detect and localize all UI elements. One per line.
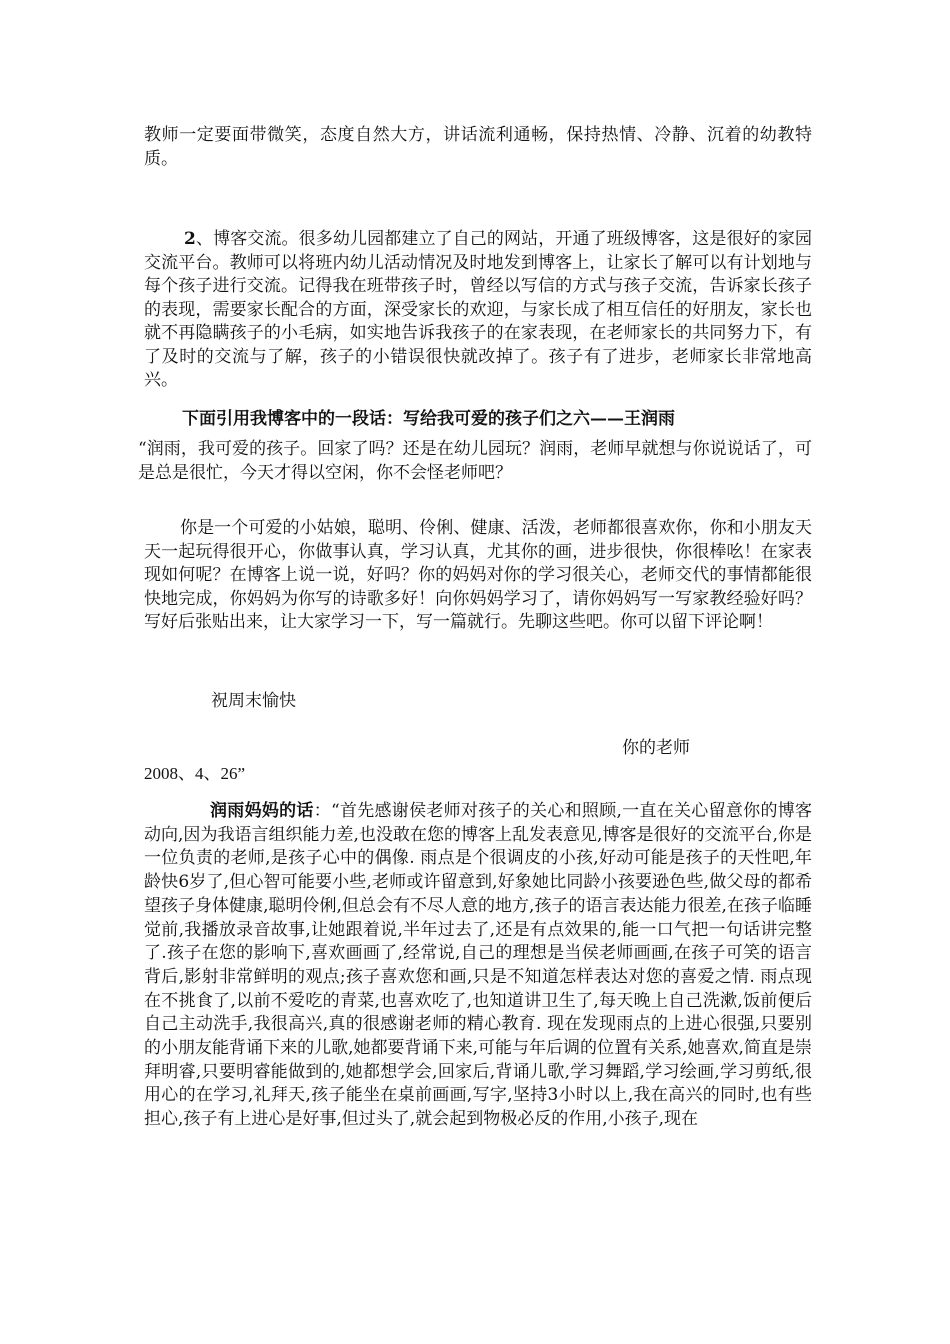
- section-heading: 下面引用我博客中的一段话：写给我可爱的孩子们之六——王润雨: [182, 409, 675, 429]
- letter-date: 2008、4、26”: [144, 764, 246, 783]
- paragraph-blog-exchange: [144, 228, 812, 393]
- list-number: 2: [184, 229, 196, 249]
- mother-reply-label: 润雨妈妈的话: [210, 801, 314, 821]
- letter-wish: 祝周末愉快: [211, 691, 296, 711]
- paragraph-blog-exchange-body: 、博客交流。很多幼儿园都建立了自己的网站，开通了班级博客，这是很好的家园交流平台。教师可以将班内幼儿活动情况及时地发到博客上，让家长了解可以有计划地与每个孩子进行交流。记得我在班带孩子时，曾经以写信的方式与孩子交流，告诉家长孩子的表现，需要家长配合的方面，深受家长的欢迎，与家长成了相互信任的好朋友，家长也就不再隐瞒孩子的小毛病，如实地告诉我孩子的在家表现，在老师家长的共同努力下，有了及时的交流与了解，孩子的小错误很快就改掉了。孩子有了进步，老师家长非常地高兴。: [144, 229, 812, 390]
- mother-reply-body: ：“首先感谢侯老师对孩子的关心和照顾,一直在关心留意你的博客动向,因为我语言组织能力差,也没敢在您的博客上乱发表意见,博客是很好的交流平台,你是一位负责的老师,是孩子心中的偶像. 雨点是个很调皮的小孩,好动可能是孩子的天性吧,年龄快6岁了,但心智可能要小些,老师或许留意到,好象她比同龄小孩要逊色些,做父母的都希望孩子身体健康,聪明伶俐,但总会有不尽人意的地方,孩子的语言表达能力很差,在孩子临睡觉前,我播放录音故事,让她跟着说,半年过去了,还是有点效果的,能一口气把一句话讲完整了.孩子在您的影响下,喜欢画画了,经常说,自己的理想是当侯老师画画,在孩子可笑的语言背后,影射非常鲜明的观点;孩子喜欢您和画,只是不知道怎样表达对您的喜爱之情. 雨点现在不挑食了,以前不爱吃的青菜,也喜欢吃了,也知道讲卫生了,每天晚上自己洗漱,饭前便后自己主动洗手,我很高兴,真的很感谢老师的精心教育. 现在发现雨点的上进心很强,只要别的小朋友能背诵下来的儿歌,她都要背诵下来,可能与年后调的位置有关系,她喜欢,简直是崇拜明睿,只要明睿能做到的,她都想学会,回家后,背诵儿歌,学习舞蹈,学习绘画,学习剪纸,很用心的在学习,礼拜天,孩子能坐在桌前画画,写字,坚持3小时以上,我在高兴的同时,也有些担心,孩子有上进心是好事,但过头了,就会起到物极必反的作用,小孩子,现在: [144, 801, 813, 1130]
- paragraph-mother-reply: [144, 800, 812, 1132]
- letter-body: 你是一个可爱的小姑娘，聪明、伶俐、健康、活泼，老师都很喜欢你，你和小朋友天天一起玩得很开心，你做事认真，学习认真，尤其你的画，进步很快，你很棒吆！在家表现如何呢？在博客上说一说，好吗？你的妈妈对你的学习很关心，老师交代的事情都能很快地完成，你妈妈为你写的诗歌多好！向你妈妈学习了，请你妈妈写一写家教经验好吗？写好后张贴出来，让大家学习一下，写一篇就行。先聊这些吧。你可以留下评论啊！: [144, 518, 812, 632]
- letter-opening: “润雨，我可爱的孩子。回家了吗？还是在幼儿园玩？润雨，老师早就想与你说说话了，可是总是很忙，今天才得以空闲，你不会怪老师吧？: [138, 439, 812, 483]
- letter-signature: 你的老师: [622, 738, 690, 758]
- paragraph-intro: 教师一定要面带微笑，态度自然大方，讲话流利通畅，保持热情、冷静、沉着的幼教特质。: [144, 125, 812, 169]
